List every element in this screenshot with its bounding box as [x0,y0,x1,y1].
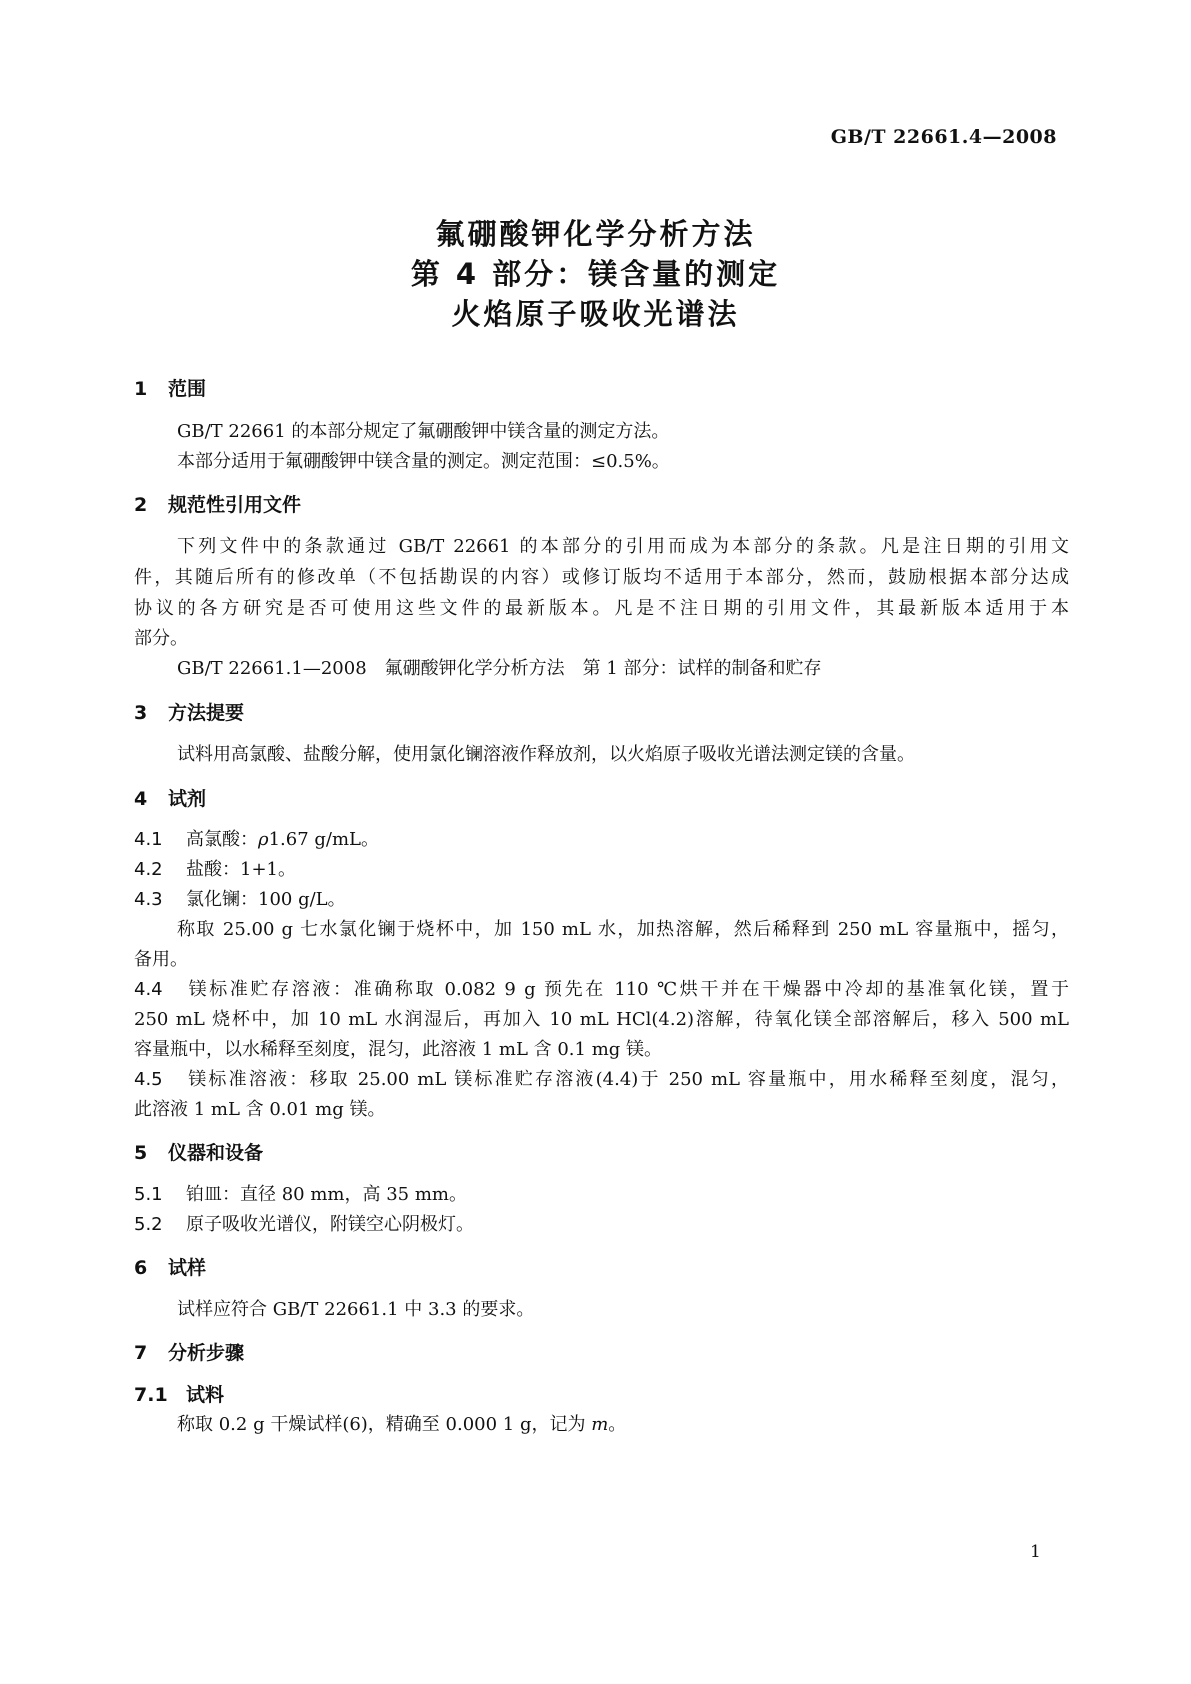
item-text: 镁标准贮存溶液：准确称取 0.082 9 g 预先在 110 ℃烘干并在干燥器中冷却的基准氧化镁，置于 [186,979,1069,1000]
title-line-2: 第 4 部分：镁含量的测定 [410,257,781,291]
section-title: 试样 [168,1257,207,1279]
paragraph-text: 称取 0.2 g 干燥试样(6)，精确至 0.000 1 g，记为 [177,1414,592,1435]
section-number: 3 [134,702,148,724]
paragraph: 本部分适用于氟硼酸钾中镁含量的测定。测定范围：≤0.5%。 [177,451,670,472]
subsection-7-1-heading [134,1380,224,1407]
item-5-1 [134,1180,1069,1206]
section-number: 2 [134,494,148,516]
item-number: 5.1 [134,1184,163,1205]
section-title: 试剂 [168,788,207,810]
item-text: 铂皿：直径 80 mm，高 35 mm。 [186,1184,467,1205]
title-line-1: 氟硼酸钾化学分析方法 [435,217,756,251]
item-number: 4.5 [134,1069,163,1090]
item-number: 4.4 [134,979,163,1000]
title-line-3: 火焰原子吸收光谱法 [451,297,740,331]
item-text: 盐酸：1+1。 [186,859,296,880]
section-2-heading [134,490,301,517]
item-text: 氯化镧：100 g/L。 [186,889,346,910]
paragraph-line: 协议的各方研究是否可使用这些文件的最新版本。凡是不注日期的引用文件，其最新版本适用于本 [134,598,1069,619]
item-number: 5.2 [134,1214,163,1235]
section-7-heading [134,1338,244,1365]
section-title: 范围 [168,378,207,400]
standard-number: GB/T 22661.4—2008 [830,126,1057,148]
item-number: 4.2 [134,859,163,880]
paragraph-line: 下列文件中的条款通过 GB/T 22661 的本部分的引用而成为本部分的条款。凡是注日期的引用文 [177,536,1069,557]
section-title: 规范性引用文件 [168,494,302,516]
item-4-3 [134,885,1069,911]
subsection-number: 7.1 [134,1384,168,1406]
mass-symbol: m [591,1414,609,1435]
subsection-title: 试料 [186,1384,225,1406]
item-text: 高氯酸： [186,829,258,850]
page-number: 1 [1030,1542,1041,1562]
section-number: 6 [134,1257,148,1279]
item-text: 原子吸收光谱仪，附镁空心阴极灯。 [186,1214,474,1235]
paragraph: 试料用高氯酸、盐酸分解，使用氯化镧溶液作释放剂，以火焰原子吸收光谱法测定镁的含量。 [177,744,915,765]
section-4-heading [134,784,206,811]
paragraph [177,1410,1069,1436]
paragraph-text: 。 [608,1414,627,1435]
item-5-2 [134,1210,1069,1236]
section-number: 4 [134,788,148,810]
section-number: 1 [134,378,148,400]
item-text: 1.67 g/mL。 [268,829,380,850]
section-5-heading [134,1138,263,1165]
section-title: 仪器和设备 [168,1142,264,1164]
paragraph-line: 部分。 [134,628,188,649]
paragraph: 试样应符合 GB/T 22661.1 中 3.3 的要求。 [177,1299,535,1320]
paragraph-line: 称取 25.00 g 七水氯化镧于烧杯中，加 150 mL 水，加热溶解，然后稀释到 250 mL 容量瓶中，摇匀， [177,919,1069,940]
section-number: 5 [134,1142,148,1164]
normative-reference: GB/T 22661.1—2008 氟硼酸钾化学分析方法 第 1 部分：试样的制备和贮存 [177,658,822,679]
item-number: 4.1 [134,829,163,850]
section-6-heading [134,1253,206,1280]
item-4-5 [134,1065,1069,1091]
item-4-1 [134,825,1069,851]
paragraph-line: 此溶液 1 mL 含 0.01 mg 镁。 [134,1099,386,1120]
paragraph-line: 件，其随后所有的修改单（不包括勘误的内容）或修订版均不适用于本部分，然而，鼓励根据本部分达成 [134,567,1069,588]
section-title: 方法提要 [168,702,245,724]
paragraph: GB/T 22661 的本部分规定了氟硼酸钾中镁含量的测定方法。 [177,421,670,442]
section-3-heading [134,698,244,725]
paragraph-line: 250 mL 烧杯中，加 10 mL 水润湿后，再加入 10 mL HCl(4.2)溶解，待氧化镁全部溶解后，移入 500 mL [134,1009,1069,1030]
item-4-4 [134,975,1069,1001]
item-4-2 [134,855,1069,881]
rho-symbol: ρ [258,829,269,850]
item-number: 4.3 [134,889,163,910]
item-text: 镁标准溶液：移取 25.00 mL 镁标准贮存溶液(4.4)于 250 mL 容量瓶中，用水稀释至刻度，混匀， [186,1069,1069,1090]
section-title: 分析步骤 [168,1342,245,1364]
paragraph-line: 容量瓶中，以水稀释至刻度，混匀，此溶液 1 mL 含 0.1 mg 镁。 [134,1039,663,1060]
paragraph-line: 备用。 [134,949,188,970]
section-number: 7 [134,1342,148,1364]
section-1-heading [134,374,206,401]
